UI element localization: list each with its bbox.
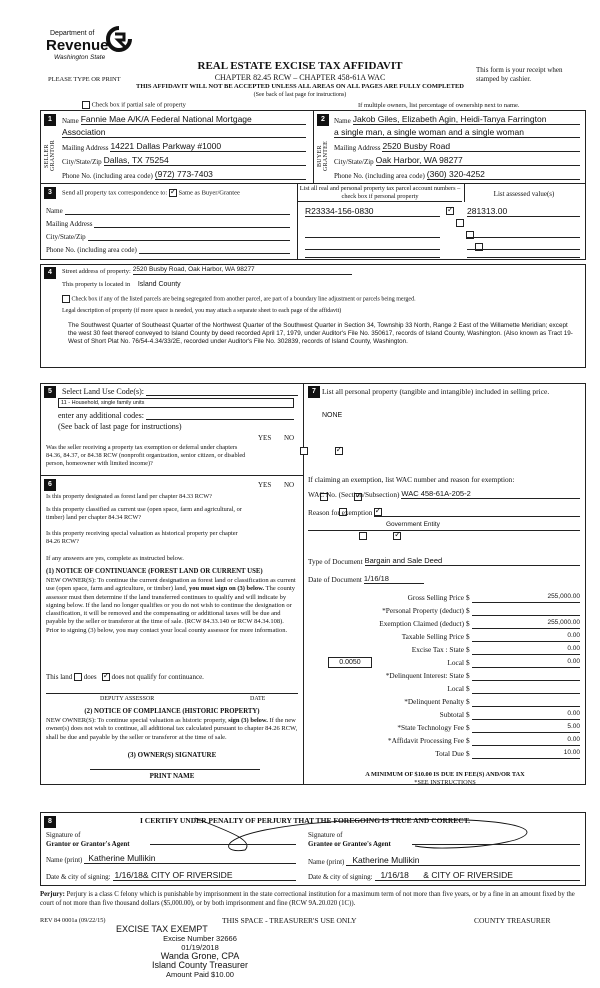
fee-label: Subtotal [439, 710, 464, 719]
fee-label: *Affidavit Processing Fee [387, 736, 464, 745]
segregated-checkbox[interactable] [62, 295, 70, 303]
perjury-text: Perjury is a class C felony which is punishable by imprisonment in the state correctional institution for a maximum term of not more than five years, or by a fine in an amount fixed by the court of not more than five thousand dollars ($5,000.00), or by both imprisonment and fine (RCW 9A.20.020 (1C)). [40, 891, 575, 907]
fee-dollar: $ [466, 658, 470, 667]
fee-dollar: $ [466, 736, 470, 745]
fee-label: *Delinquent Interest: State [385, 671, 464, 680]
seller-phone-label: Phone No. (including area code) [62, 172, 153, 180]
section-8-number: 8 [44, 816, 56, 828]
grantee-date-row [308, 870, 580, 881]
seller-name-label: Name [62, 117, 79, 125]
fee-row [308, 736, 584, 748]
assessed-value-1[interactable]: 281313.00 [467, 206, 580, 217]
buyer-phone-label: Phone No. (including area code) [334, 172, 425, 180]
fee-value[interactable]: 0.00 [472, 710, 580, 720]
buyer-mailing-row [334, 141, 580, 152]
reason-field[interactable]: Government Entity [386, 521, 440, 528]
s6-q3-no-checkbox[interactable] [393, 532, 401, 540]
seller-city-label: City/State/Zip [62, 158, 102, 166]
s3-name-row [46, 206, 290, 215]
notice1-title: (1) NOTICE OF CONTINUANCE (FOREST LAND OR CURRENT USE) [46, 568, 263, 575]
fee-row [308, 632, 584, 644]
s3-phone-row [46, 245, 290, 254]
s6-no-header: NO [284, 481, 295, 489]
grantor-signature-line[interactable] [150, 836, 296, 845]
buyer-name2-row [334, 127, 580, 138]
see-instructions: *SEE INSTRUCTIONS [414, 779, 476, 786]
deputy-assessor-label: DEPUTY ASSESSOR [100, 696, 155, 702]
grantor-agent-label: Grantor or Grantor's Agent [46, 840, 130, 848]
form-warning: THIS AFFIDAVIT WILL NOT BE ACCEPTED UNLESS ALL AREAS ON ALL PAGES ARE FULLY COMPLETED [136, 83, 464, 90]
parcel-2-personal-checkbox[interactable] [456, 219, 464, 227]
notice1-bold: you must sign on (3) below. [188, 585, 265, 593]
notice2-bold: sign (3) below. [228, 717, 268, 724]
owner-signature-line[interactable] [90, 766, 260, 770]
grantee-date-label: Date & city of signing: [308, 873, 373, 881]
grantee-name-row [308, 855, 580, 866]
reason-line-2 [308, 528, 580, 531]
minimum-note: A MINIMUM OF $10.00 IS DUE IN FEE(S) AND/OR TAX [365, 771, 525, 778]
seller-name-field[interactable]: Fannie Mae A/K/A Federal National Mortgage [81, 114, 306, 125]
fee-value[interactable]: 0.00 [472, 736, 580, 746]
local-rate-field[interactable]: 0.0050 [328, 657, 372, 668]
legal-label: Legal description of property (if more space is needed, you may attach a separate sheet to each page of the affidavit) [62, 308, 342, 314]
s3-name-field[interactable] [65, 206, 290, 215]
revenue-logo-icon [106, 26, 132, 52]
buyer-mailing-field[interactable]: 2520 Busby Road [382, 141, 580, 152]
parcel-number-4[interactable] [305, 253, 440, 258]
grantee-sig-label [308, 831, 391, 849]
fee-label: Excise Tax : State [411, 645, 464, 654]
seller-mailing-label: Mailing Address [62, 144, 109, 152]
s5-yes-header: YES [258, 434, 272, 442]
fee-label: *Personal Property (deduct) [382, 606, 464, 615]
fee-label: Local [447, 658, 464, 667]
grantor-date-field[interactable]: 1/16/18& CITY OF RIVERSIDE [113, 870, 296, 881]
fee-dollar: $ [466, 645, 470, 654]
doc-type-field[interactable]: Bargain and Sale Deed [365, 556, 580, 566]
fee-label: Taxable Selling Price [401, 632, 464, 641]
segregated-row [62, 295, 416, 303]
s3-name-label: Name [46, 207, 63, 215]
grantor-sig-label [46, 831, 130, 849]
fee-value[interactable] [472, 684, 580, 694]
treasurer-stamp [110, 925, 290, 979]
s6-if-yes: If any answers are yes, complete as instructed below. [46, 555, 184, 562]
buyer-mailing-label: Mailing Address [334, 144, 381, 152]
additional-codes-label: enter any additional codes: [58, 411, 144, 420]
assessed-value-3[interactable] [467, 241, 580, 250]
qualify-label: qualify for continuance. [136, 673, 204, 681]
buyer-city-field[interactable]: Oak Harbor, WA 98277 [376, 155, 580, 166]
grantor-date-row [46, 870, 296, 881]
divider [303, 383, 304, 785]
seller-name2-row [62, 127, 306, 138]
doc-date-label: Date of Document [308, 575, 362, 584]
fee-row [308, 684, 584, 696]
personal-property-value[interactable]: NONE [322, 412, 343, 419]
grantee-date-field[interactable] [375, 870, 580, 881]
stamp-name: Wanda Grone, CPA [160, 951, 240, 961]
legal-description[interactable]: The Southwest Quarter of Southeast Quarter of the Northwest Quarter of the Southwest Quarter in Section 34, Township 33 North, Range 2 East of the Willamette Meridian; except the west 30 feet thereof conveyed to Island County by deed recorded April 17, 1979, under Auditor's File No. 350617, records of Island County, Washington. (Also known as Tract 19-West of Short Plat No. 76/54-4.34/33/2E, recorded under Auditor's File No. 302839, records of Island County, Washington. [68, 322, 573, 345]
stamp-exempt: EXCISE TAX EXEMPT [116, 924, 208, 934]
buyer-phone-field[interactable]: (360) 320-4252 [427, 169, 580, 180]
notice1-text1: NEW OWNER(S): To continue the current designation as forest land or classification as current use (open space, farm and agriculture, or timber) land, [46, 577, 296, 593]
dor-logo [46, 30, 136, 70]
assessed-value-4[interactable] [467, 253, 580, 258]
parcel-number-3[interactable] [305, 241, 440, 250]
seller-mailing-field[interactable]: 14221 Dallas Parkway #1000 [110, 141, 306, 152]
notice2-title: (2) NOTICE OF COMPLIANCE (HISTORIC PROPERTY) [84, 708, 260, 715]
divider [313, 110, 314, 184]
fee-value[interactable]: 0.00 [472, 632, 580, 642]
partial-sale-label: Check box if partial sale of property [91, 101, 186, 109]
seller-name-row [62, 114, 306, 125]
fee-label: *Delinquent Penalty [404, 697, 464, 706]
grantee-agent-label: Grantee or Grantee's Agent [308, 840, 391, 848]
seller-side-label: SELLER GRANTOR [44, 140, 56, 172]
section-6-number: 6 [44, 479, 56, 491]
fee-row [308, 710, 584, 722]
fee-dollar: $ [466, 606, 470, 615]
additional-codes-row [58, 410, 294, 420]
fee-row [308, 593, 584, 605]
fee-row [308, 749, 584, 761]
parcel-1-personal-checkbox[interactable] [446, 207, 454, 215]
same-as-buyer-label: Same as Buyer/Grantee [178, 189, 240, 197]
fee-dollar: $ [466, 749, 470, 758]
wac-field[interactable]: WAC 458-61A-205-2 [401, 489, 580, 499]
stamp-number: Excise Number 32666 [163, 934, 237, 943]
s5-no-header: NO [284, 434, 295, 442]
form-title: REAL ESTATE EXCISE TAX AFFIDAVIT [197, 60, 403, 72]
section-4-number: 4 [44, 267, 56, 279]
located-field[interactable]: Island County [137, 281, 181, 288]
fee-label: *State Technology Fee [397, 723, 464, 732]
s3-mailing-field[interactable] [94, 219, 290, 228]
fee-value[interactable]: 0.00 [472, 645, 580, 655]
reason-label: Reason for exemption [308, 508, 373, 517]
notice1-text [46, 577, 298, 635]
partial-sale-row [82, 101, 186, 109]
street-label: Street address of property: [62, 268, 131, 275]
logo-revenue: Revenue [46, 37, 109, 54]
notice1-text2: The county assessor must then determine if the land transferred continues to qualify and will indicate by signing below. If the land no longer qualifies or you do not wish to continue the designation or classification, it will be removed and the compensating or additional taxes will be due and payable by the seller or transferor at the time of sale. (RCW 84.33.140 or RCW 84.34.108). Prior to signing (3) below, you may contact your local county assessor for more information. [46, 585, 296, 634]
s3-phone-field[interactable] [139, 245, 290, 254]
doc-date-row [308, 574, 580, 584]
perjury-label: Perjury: [40, 891, 65, 898]
grantor-name-field[interactable]: Katherine Mullikin [84, 853, 296, 864]
land-use-label: Select Land Use Code(s): [62, 387, 144, 396]
fee-value[interactable]: 0.00 [472, 658, 580, 668]
fee-dollar: $ [466, 684, 470, 693]
reason-row [308, 508, 580, 517]
divider [464, 184, 465, 202]
fee-value[interactable]: 5.00 [472, 723, 580, 733]
buyer-side-label: BUYER GRANTEE [317, 140, 329, 172]
s5-q1: Was the seller receiving a property tax exemption or deferral under chapters 84.36, 84.37, or 84.38 RCW (nonprofit organization, senior citizen, or disabled person, homeowner with limited income)? [46, 444, 246, 467]
deputy-signature-line[interactable] [46, 686, 298, 694]
certify-statement: I CERTIFY UNDER PENALTY OF PERJURY THAT THE FOREGOING IS TRUE AND CORRECT. [140, 816, 471, 825]
fee-row [308, 723, 584, 735]
fee-label: Gross Selling Price [407, 593, 464, 602]
seller-mailing-row [62, 141, 306, 152]
does-checkbox[interactable] [74, 673, 82, 681]
does-label: does [83, 673, 97, 681]
fee-row [308, 606, 584, 618]
additional-codes-field[interactable] [146, 410, 294, 420]
perjury-notice [40, 891, 588, 908]
buyer-city-label: City/State/Zip [334, 158, 374, 166]
fee-value[interactable] [472, 671, 580, 681]
logo-state: Washington State [54, 54, 106, 61]
located-row [62, 281, 181, 288]
s3-phone-label: Phone No. (including area code) [46, 246, 137, 254]
same-as-buyer-checkbox[interactable] [169, 189, 177, 197]
section-3-number: 3 [44, 187, 56, 199]
value-header: List assessed value(s) [493, 190, 555, 198]
stamp-paid: Amount Paid $10.00 [166, 970, 234, 979]
grantor-name-row [46, 853, 296, 864]
seller-city-field[interactable]: Dallas, TX 75254 [104, 155, 306, 166]
deputy-date-label: DATE [250, 696, 266, 702]
fee-row [308, 645, 584, 657]
parcel-header: List all real and personal property tax parcel account numbers – check box if personal property [298, 185, 462, 202]
section-7-number: 7 [308, 386, 320, 398]
seller-phone-row [62, 169, 306, 180]
notice2-text [46, 717, 298, 742]
fee-row [308, 658, 584, 670]
rev-number: REV 84 0001a (09/22/15) [40, 917, 106, 924]
does-not-checkbox[interactable] [102, 673, 110, 681]
buyer-phone-row [334, 169, 580, 180]
grantee-name-label: Name (print) [308, 858, 345, 866]
wac-row [308, 489, 580, 499]
stamp-title: Island County Treasurer [151, 960, 249, 970]
parcel-number-1[interactable]: R23334-156-0830 [305, 206, 440, 217]
s3-city-label: City/State/Zip [46, 233, 86, 241]
buyer-name-label: Name [334, 117, 351, 125]
s3-mailing-row [46, 219, 290, 228]
logo-dept-line: Department of [50, 30, 95, 37]
street-row [62, 266, 352, 275]
divider [40, 475, 303, 476]
wac-label: WAC No. (Section/Subsection) [308, 490, 400, 499]
print-note: PLEASE TYPE OR PRINT [48, 76, 121, 83]
print-name-label: PRINT NAME [149, 772, 195, 780]
form-see-back: (See back of last page for instructions) [253, 92, 347, 98]
seller-city-row [62, 155, 306, 166]
this-land-label: This land [46, 673, 73, 681]
personal-property-label: List all personal property (tangible and intangible) included in selling price. [322, 387, 550, 396]
form-chapter: CHAPTER 82.45 RCW – CHAPTER 458-61A WAC [214, 73, 386, 82]
doc-date-field[interactable]: 1/16/18 [364, 574, 424, 584]
assessed-value-2[interactable] [467, 229, 580, 238]
s6-q3-yes-checkbox[interactable] [359, 532, 367, 540]
stamp-date: 01/19/2018 [181, 943, 219, 952]
fee-dollar: $ [466, 632, 470, 641]
s6-q2: Is this property classified as current use (open space, farm and agricultural, or timber) land per chapter 84.34 RCW? [46, 506, 242, 521]
reason-line [374, 508, 580, 517]
fee-value[interactable]: 255,000.00 [472, 619, 580, 629]
wac-intro: If claiming an exemption, list WAC number and reason for exemption: [308, 475, 515, 484]
fee-value[interactable]: 10.00 [472, 749, 580, 759]
fee-value[interactable]: 255,000.00 [472, 593, 580, 603]
grantee-signature-line[interactable] [412, 836, 580, 845]
s3-city-row [46, 232, 290, 241]
grantor-name-label: Name (print) [46, 856, 83, 864]
section-2-number: 2 [317, 114, 329, 126]
fee-row [308, 697, 584, 709]
treasurer-space-label: THIS SPACE - TREASURER'S USE ONLY [222, 916, 357, 925]
grantee-city-value: & CITY OF RIVERSIDE [423, 870, 513, 880]
grantee-name-field[interactable]: Katherine Mullikin [346, 855, 580, 866]
fee-dollar: $ [466, 723, 470, 732]
grantee-date-value: 1/16/18 [380, 870, 409, 880]
s6-yes-header: YES [258, 481, 272, 489]
s3-mailing-label: Mailing Address [46, 220, 93, 228]
fee-table [308, 593, 584, 763]
buyer-name2-field[interactable]: a single man, a single woman and a single woman [334, 127, 580, 138]
s5-q1-yes-checkbox[interactable] [300, 447, 308, 455]
grantor-sig-of: Signature of [46, 831, 81, 839]
continuance-row [46, 673, 204, 681]
land-use-row [62, 386, 298, 396]
doc-type-row [308, 556, 580, 566]
land-use-see-back: (See back of last page for instructions) [58, 422, 182, 431]
fee-row [308, 619, 584, 631]
buyer-name-field[interactable]: Jakob Giles, Elizabeth Agin, Heidi-Tanya Farrington [353, 114, 580, 125]
fee-dollar: $ [466, 697, 470, 706]
fee-label: Local [447, 684, 464, 693]
fee-value[interactable] [472, 606, 580, 616]
receipt-note: This form is your receipt when stamped by cashier. [476, 66, 563, 83]
partial-sale-checkbox[interactable] [82, 101, 90, 109]
segregated-label: Check box if any of the listed parcels are being segregated from another parcel, are part of a boundary line adjustment or parcels being merged. [71, 296, 416, 303]
land-use-line [146, 386, 298, 396]
notice2-text2: If the new owner(s) does not wish to continue, all additional tax calculated pursuant to chapter 84.26 RCW, shall be due and payable by the seller or transferor at the time of sale. [46, 717, 298, 741]
seller-phone-field[interactable]: (972) 773-7403 [155, 169, 306, 180]
s6-q3: Is this property receiving special valuation as historical property per chapter 84.26 RCW? [46, 530, 238, 545]
correspondence-row [62, 189, 240, 197]
fee-dollar: $ [466, 593, 470, 602]
multiple-owners-note: If multiple owners, list percentage of ownership next to name. [358, 102, 520, 109]
grantee-sig-of: Signature of [308, 831, 343, 839]
parcel-number-2[interactable] [305, 229, 440, 238]
section-5-number: 5 [44, 386, 56, 398]
county-treasurer-label: COUNTY TREASURER [474, 916, 551, 925]
fee-label: Total Due [435, 749, 464, 758]
fee-dollar: $ [466, 710, 470, 719]
doc-type-label: Type of Document [308, 557, 363, 566]
correspondence-label: Send all property tax correspondence to: [62, 189, 168, 197]
buyer-city-row [334, 155, 580, 166]
buyer-name-row [334, 114, 580, 125]
section-1-number: 1 [44, 114, 56, 126]
seller-name2-field[interactable]: Association [62, 127, 306, 138]
s3-city-field[interactable] [88, 232, 290, 241]
land-use-select[interactable]: 11 - Household, single family units [58, 398, 294, 408]
located-label: This property is located in [62, 281, 131, 288]
street-field[interactable]: 2520 Busby Road, Oak Harbor, WA 98277 [133, 266, 352, 275]
notice2-text1: NEW OWNER(S): To continue special valuation as historic property, [46, 717, 227, 724]
grantor-date-label: Date & city of signing: [46, 873, 111, 881]
fee-value[interactable] [472, 697, 580, 707]
does-not-label: does not [111, 673, 136, 681]
fee-label: Exemption Claimed (deduct) [379, 619, 464, 628]
fee-row [308, 671, 584, 683]
fee-dollar: $ [466, 671, 470, 680]
s6-q1: Is this property designated as forest land per chapter 84.33 RCW? [46, 493, 212, 500]
owner-signature-label: (3) OWNER(S) SIGNATURE [127, 751, 217, 759]
s5-q1-no-checkbox[interactable] [335, 447, 343, 455]
fee-dollar: $ [466, 619, 470, 628]
section-4 [40, 264, 586, 368]
